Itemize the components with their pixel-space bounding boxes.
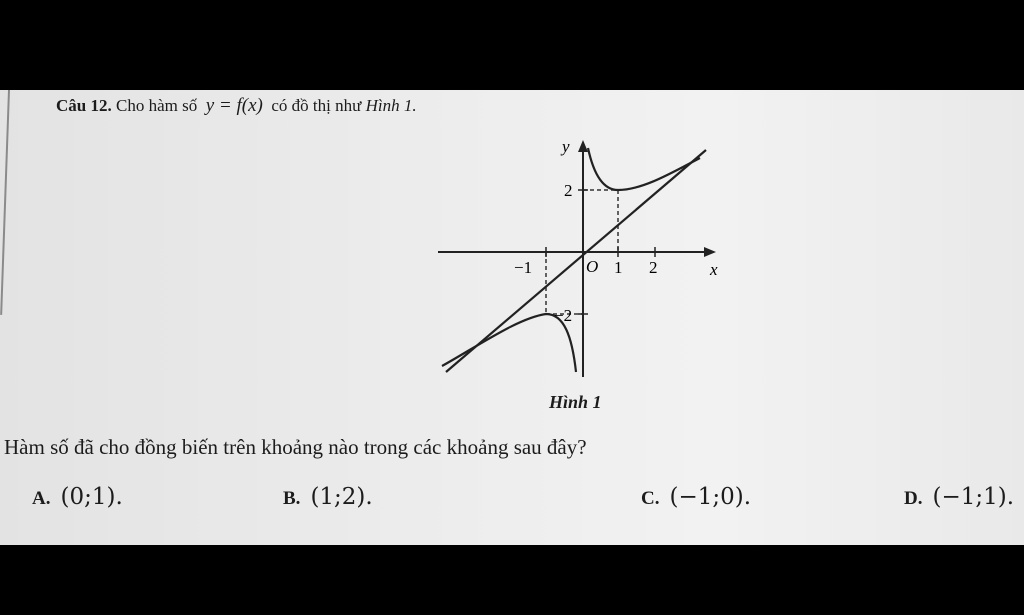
- question-text-before: Cho hàm số: [115, 96, 198, 115]
- x-axis-arrow: [704, 247, 716, 257]
- answer-a-label: A.: [32, 488, 51, 509]
- question-line: [56, 95, 417, 117]
- y-axis-arrow: [578, 140, 588, 152]
- question-text-after: có đồ thị như: [271, 96, 362, 115]
- figure-reference: Hình 1.: [365, 96, 417, 115]
- answer-b-value: (1;2).: [310, 484, 373, 510]
- answer-c-label: C.: [641, 488, 660, 509]
- y-axis-label: y: [562, 140, 570, 156]
- figure-caption: Hình 1: [549, 392, 602, 412]
- origin-label: O: [586, 257, 599, 276]
- function-notation: y = f(x): [205, 95, 263, 116]
- answer-b[interactable]: [283, 484, 373, 510]
- answer-a[interactable]: [32, 484, 123, 510]
- x-axis-label: x: [710, 260, 718, 279]
- tick-label-y2: 2: [564, 181, 573, 200]
- answer-d[interactable]: [904, 484, 1014, 510]
- answer-d-value: (−1;1).: [932, 484, 1015, 510]
- tick-label-x1: 1: [614, 258, 623, 277]
- asymptote-line: [446, 150, 706, 372]
- tick-label-x2: 2: [649, 258, 658, 277]
- answer-b-label: B.: [283, 488, 301, 509]
- tick-label-ym2: −2: [554, 306, 573, 325]
- margin-line: [0, 90, 10, 315]
- answer-c[interactable]: [641, 484, 751, 510]
- question-prompt: Hàm số đã cho đồng biến trên khoảng nào trong các khoảng sau đây?: [4, 435, 587, 459]
- answer-c-value: (−1;0).: [669, 484, 752, 510]
- exam-paper: [0, 90, 1024, 545]
- question-number: Câu 12.: [56, 96, 112, 115]
- function-graph: [438, 140, 728, 380]
- tick-label-xm1: −1: [514, 258, 533, 277]
- answer-d-label: D.: [904, 488, 923, 509]
- answer-a-value: (0;1).: [60, 484, 123, 510]
